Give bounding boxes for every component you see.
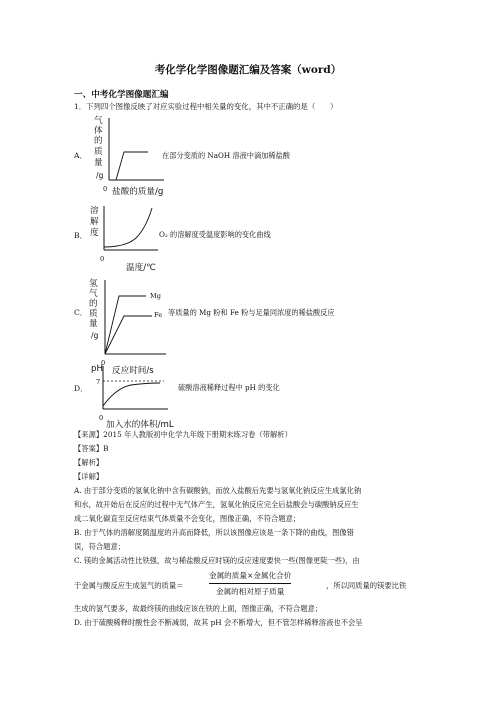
graph-a [86,112,166,198]
page-title: 考化学化学图像题汇编及答案（word） [154,64,342,76]
graph-c-origin: 0 [101,359,106,367]
graph-d-ylabel-0: pH [91,364,103,374]
explanation-b-line-2: 误，符合题意； [74,542,126,551]
graph-a-ylabel-2: 的 [94,136,103,146]
graph-d [86,363,186,429]
explanation-b-line-1: B. 由于气体的溶解度随温度的升高而降低，所以该图像应该是一条下降的曲线，图像错 [74,528,354,537]
option-d-desc: 硫酸溶液稀释过程中 pH 的变化 [178,383,280,392]
analysis-heading: 【解析】 [74,458,104,467]
formula-fraction [209,570,291,597]
graph-c-xlabel: 反应时间/s [112,366,154,376]
answer-line: 【答案】B [74,444,109,453]
graph-a-ylabel-1: 体 [94,126,103,136]
question-stem: 1．下列四个图像反映了对应实验过程中相关量的变化，其中不正确的是（ ） [74,102,338,111]
explanation-d-line-1: D. 由于硫酸稀释时酸性会不断减弱，故其 pH 会不断增大，但不管怎样稀释溶液也不会呈 [74,618,363,627]
explanation-a-line-1: A. 由于部分变质的氢氧化钠中含有碳酸钠，而放入盐酸后先要与氢氧化钠反应生成氯化钠 [74,486,362,495]
graph-c-ylabel-4: 量 [89,319,98,329]
option-c-label: C． [74,308,88,317]
graph-b-ylabel-2: 度 [90,228,99,238]
graph-c [86,276,168,376]
graph-c-ylabel-0: 氢 [89,279,98,289]
graph-a-ylabel-0: 气 [94,116,103,126]
formula-denominator: 金属的相对原子质量 [215,587,285,596]
graph-b-origin: 0 [100,255,105,263]
explanation-c-formula [74,570,430,600]
formula-suffix: ，所以同质量的镁要比铁 [326,581,407,590]
option-a-label: A． [74,151,88,160]
source-line: 【来源】2015 年人教版初中化学九年级下册期末练习卷（带解析） [74,430,292,439]
graph-d-tick-7: 7 [96,378,101,386]
graph-a-ylabel-4: 量 [94,158,103,168]
graph-b-ylabel-0: 溶 [90,206,99,216]
explanation-c-line-1: C. 镁的金属活动性比铁强，故与稀盐酸反应时镁的反应速度要快一些(图像更陡一些)，由 [74,556,360,565]
graph-a-xlabel: 盐酸的质量/g [112,187,164,197]
graph-b-ylabel-1: 解 [90,217,99,227]
graph-c-ylabel-1: 气 [89,289,98,299]
graph-b [86,200,166,276]
explanation-b [74,526,430,554]
option-d-label: D． [74,384,88,393]
graph-a-ylabel-3: 质 [94,147,103,157]
graph-c-ylabel-5: /g [91,331,99,340]
explanation-a-line-3: 成二氧化碳直至反应结束气体质量不会变化，图像正确，不符合题意； [74,514,301,523]
graph-c-series-fe: Fe [154,311,163,319]
option-a-desc: 在部分变质的 NaOH 溶液中滴加稀盐酸 [162,151,290,160]
detail-heading: 【详解】 [74,472,104,481]
formula-numerator: 金属的质量×金属化合价 [209,571,292,580]
section-heading: 一、中考化学图像题汇编 [74,90,169,100]
formula-prefix: 于金属与酸反应生成氢气的质量＝ [74,581,184,590]
graph-d-origin: 0 [99,414,104,422]
graph-c-ylabel-2: 的 [89,299,98,309]
graph-a-ylabel-5: /g [96,171,104,180]
explanation-a [74,484,430,526]
graph-d-xlabel: 加入水的体积/mL [106,420,174,430]
graph-a-origin: 0 [103,185,108,193]
option-b-label: B． [74,231,88,240]
explanation-a-line-2: 和水，故开始后在反应的过程中无气体产生，氢氧化钠反应完全后盐酸会与碳酸钠反应生 [74,500,359,509]
explanation-c-line-3: 生成的氢气要多，故最终镁的曲线应该在铁的上面，图像正确，不符合题意； [74,604,323,613]
option-b-desc: O₂ 的溶解度受温度影响的变化曲线 [159,230,271,239]
graph-c-ylabel-3: 质 [89,309,98,319]
option-c-desc: 等质量的 Mg 粉和 Fe 粉与足量同浓度的稀盐酸反应 [168,308,335,317]
graph-b-xlabel: 温度/℃ [126,263,156,273]
graph-c-series-mg: Mg [150,292,161,300]
